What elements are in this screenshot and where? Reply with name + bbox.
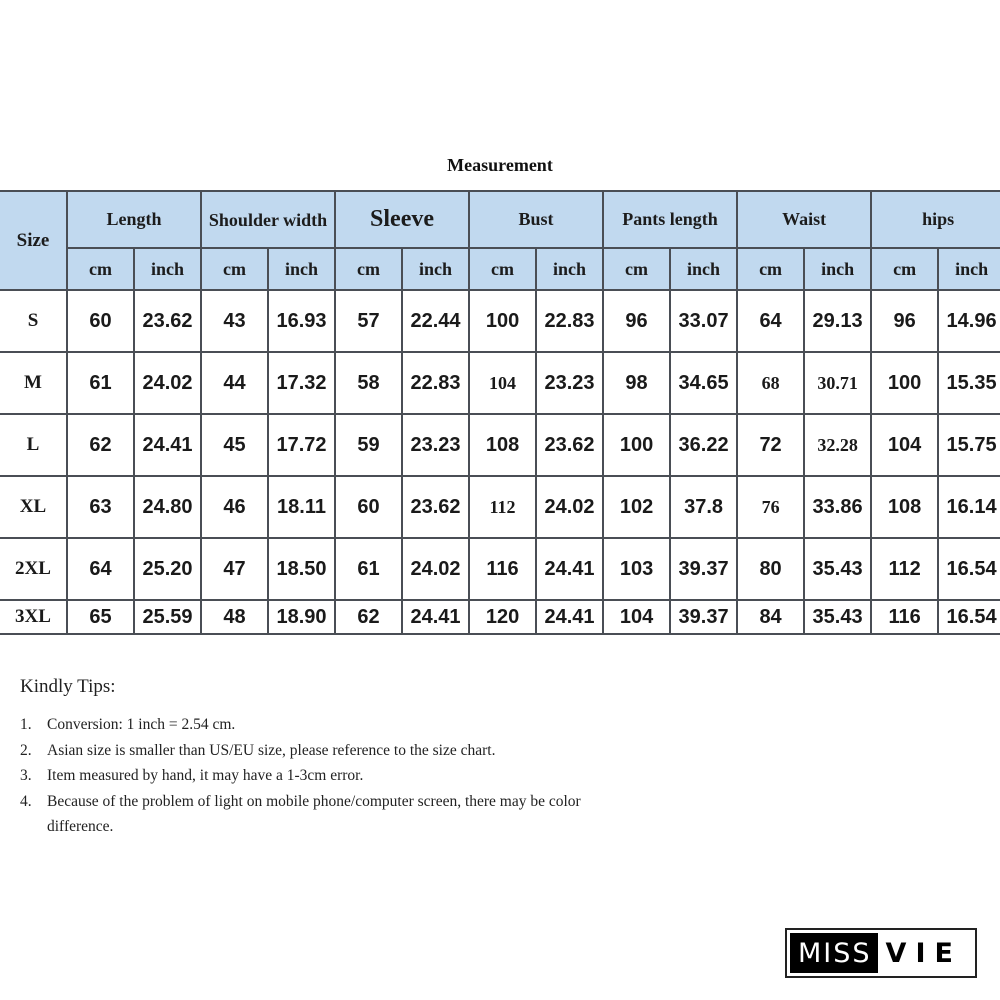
table-cell: 23.23	[536, 352, 603, 414]
header-waist: Waist	[737, 191, 871, 248]
table-cell: 18.50	[268, 538, 335, 600]
table-cell: 64	[737, 290, 804, 352]
unit-inch: inch	[938, 248, 1000, 290]
table-cell: 120	[469, 600, 536, 634]
table-cell: 44	[201, 352, 268, 414]
table-cell: 24.02	[402, 538, 469, 600]
header-sleeve: Sleeve	[335, 191, 469, 248]
table-cell: 15.75	[938, 414, 1000, 476]
size-label: M	[0, 352, 67, 414]
table-cell: 15.35	[938, 352, 1000, 414]
table-cell: 65	[67, 600, 134, 634]
table-row	[0, 538, 1000, 600]
table-cell: 34.65	[670, 352, 737, 414]
tip-number: 3.	[20, 767, 32, 784]
logo-miss: MISS	[790, 933, 878, 973]
table-cell: 33.07	[670, 290, 737, 352]
table-cell: 17.32	[268, 352, 335, 414]
table-cell: 14.96	[938, 290, 1000, 352]
tip-number: 1.	[20, 716, 32, 733]
unit-cm: cm	[201, 248, 268, 290]
table-cell: 102	[603, 476, 670, 538]
tip-text: Conversion: 1 inch = 2.54 cm.	[47, 716, 236, 733]
unit-inch: inch	[402, 248, 469, 290]
table-cell: 23.62	[402, 476, 469, 538]
unit-inch: inch	[268, 248, 335, 290]
header-pants-length: Pants length	[603, 191, 737, 248]
table-cell: 62	[67, 414, 134, 476]
table-cell: 16.54	[938, 538, 1000, 600]
table-cell: 57	[335, 290, 402, 352]
table-cell: 76	[737, 476, 804, 538]
table-cell: 98	[603, 352, 670, 414]
table-cell: 23.23	[402, 414, 469, 476]
table-cell: 25.20	[134, 538, 201, 600]
unit-cm: cm	[603, 248, 670, 290]
header-shoulder-width: Shoulder width	[201, 191, 335, 248]
table-cell: 25.59	[134, 600, 201, 634]
table-cell: 24.80	[134, 476, 201, 538]
table-cell: 116	[871, 600, 938, 634]
table-cell: 16.14	[938, 476, 1000, 538]
table-cell: 84	[737, 600, 804, 634]
unit-cm: cm	[335, 248, 402, 290]
header-length: Length	[67, 191, 201, 248]
table-cell: 116	[469, 538, 536, 600]
size-chart-table	[0, 190, 1000, 635]
table-cell: 72	[737, 414, 804, 476]
size-label: 2XL	[0, 538, 67, 600]
unit-inch: inch	[536, 248, 603, 290]
table-cell: 16.93	[268, 290, 335, 352]
unit-cm: cm	[67, 248, 134, 290]
table-cell: 63	[67, 476, 134, 538]
header-hips: hips	[871, 191, 1000, 248]
size-label: S	[0, 290, 67, 352]
table-cell: 104	[469, 352, 536, 414]
table-cell: 29.13	[804, 290, 871, 352]
logo-vie: VIE	[885, 937, 962, 969]
table-cell: 68	[737, 352, 804, 414]
table-cell: 100	[871, 352, 938, 414]
unit-inch: inch	[134, 248, 201, 290]
tip-text: Item measured by hand, it may have a 1-3cm error.	[47, 767, 364, 784]
tip-text: Asian size is smaller than US/EU size, please reference to the size chart.	[47, 741, 496, 759]
table-cell: 96	[603, 290, 670, 352]
table-cell: 43	[201, 290, 268, 352]
header-row-groups	[0, 191, 1000, 248]
table-cell: 24.02	[536, 476, 603, 538]
table-cell: 45	[201, 414, 268, 476]
table-row	[0, 600, 1000, 634]
table-cell: 108	[871, 476, 938, 538]
tips-list	[20, 712, 647, 840]
table-cell: 112	[871, 538, 938, 600]
tip-item	[20, 738, 647, 764]
table-cell: 64	[67, 538, 134, 600]
table-cell: 104	[603, 600, 670, 634]
size-label: L	[0, 414, 67, 476]
tip-text: Because of the problem of light on mobile phone/computer screen, there may be color difference.	[47, 792, 581, 835]
table-cell: 22.83	[536, 290, 603, 352]
table-cell: 100	[469, 290, 536, 352]
table-cell: 39.37	[670, 538, 737, 600]
table-cell: 17.72	[268, 414, 335, 476]
table-cell: 24.41	[536, 538, 603, 600]
table-cell: 35.43	[804, 600, 871, 634]
unit-inch: inch	[804, 248, 871, 290]
table-row	[0, 352, 1000, 414]
tip-item	[20, 789, 647, 840]
table-cell: 24.41	[536, 600, 603, 634]
table-cell: 37.8	[670, 476, 737, 538]
table-row	[0, 476, 1000, 538]
unit-cm: cm	[871, 248, 938, 290]
header-row-units	[0, 248, 1000, 290]
table-cell: 62	[335, 600, 402, 634]
unit-cm: cm	[469, 248, 536, 290]
table-cell: 35.43	[804, 538, 871, 600]
table-cell: 39.37	[670, 600, 737, 634]
table-cell: 23.62	[536, 414, 603, 476]
table-cell: 18.90	[268, 600, 335, 634]
size-label: 3XL	[0, 600, 67, 634]
unit-cm: cm	[737, 248, 804, 290]
table-cell: 59	[335, 414, 402, 476]
chart-title: Measurement	[447, 155, 553, 175]
table-cell: 104	[871, 414, 938, 476]
header-size: Size	[0, 191, 67, 290]
table-cell: 48	[201, 600, 268, 634]
table-cell: 108	[469, 414, 536, 476]
tips-heading: Kindly Tips:	[20, 676, 116, 697]
header-bust: Bust	[469, 191, 603, 248]
unit-inch: inch	[670, 248, 737, 290]
table-cell: 60	[335, 476, 402, 538]
table-row	[0, 290, 1000, 352]
tip-number: 2.	[20, 741, 32, 759]
table-cell: 47	[201, 538, 268, 600]
size-label: XL	[0, 476, 67, 538]
table-cell: 33.86	[804, 476, 871, 538]
table-cell: 80	[737, 538, 804, 600]
table-cell: 22.44	[402, 290, 469, 352]
table-cell: 96	[871, 290, 938, 352]
table-cell: 112	[469, 476, 536, 538]
table-cell: 103	[603, 538, 670, 600]
table-cell: 22.83	[402, 352, 469, 414]
table-cell: 46	[201, 476, 268, 538]
tip-item	[20, 763, 647, 789]
table-cell: 23.62	[134, 290, 201, 352]
table-cell: 60	[67, 290, 134, 352]
tip-item	[20, 712, 647, 738]
table-cell: 30.71	[804, 352, 871, 414]
table-cell: 32.28	[804, 414, 871, 476]
table-cell: 61	[335, 538, 402, 600]
table-cell: 24.02	[134, 352, 201, 414]
kindly-tips	[20, 676, 647, 840]
table-cell: 24.41	[402, 600, 469, 634]
table-cell: 16.54	[938, 600, 1000, 634]
table-cell: 61	[67, 352, 134, 414]
table-cell: 58	[335, 352, 402, 414]
table-cell: 24.41	[134, 414, 201, 476]
table-cell: 18.11	[268, 476, 335, 538]
table-cell: 100	[603, 414, 670, 476]
table-row	[0, 414, 1000, 476]
tip-number: 4.	[20, 792, 32, 810]
table-cell: 36.22	[670, 414, 737, 476]
brand-logo	[785, 928, 977, 978]
